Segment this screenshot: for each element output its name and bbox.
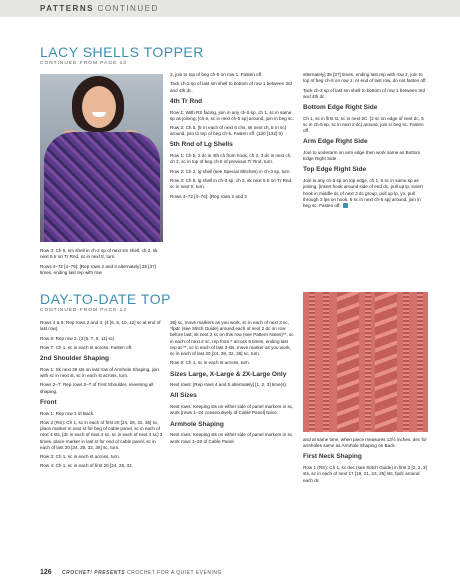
model-photo xyxy=(40,74,163,242)
paragraph: 36] sc, move markers as you work, sc in each of next 3 sc, *fpdc (see Stitch Guide) around each of next 2 dc on row before last, sk next 2 sc on this row (see Pattern Notes)**, sc in each of next 2 sc, rep from * across 6 times, ending last rep at **, sc in each of last 3 sts, move marker as you work, sc in each of last 20 [24, 28, 32, 36] sc, turn. xyxy=(170,320,294,356)
row-4: Row 4: Ch 1, sc in each of first 20 [24, 28, 32, xyxy=(40,463,133,469)
paragraph: Next rows: Keeping sts on either side of panel markers in sc, work [rows 1–24 consecutively of Cable Panel] twice. xyxy=(170,404,294,416)
row-1: Row 1: With RS facing, join in any ch-5 sp, ch 1, sc in same sp as joining, [ch 6, sc in next ch-5 sp] around, join in beg sc. xyxy=(170,109,294,121)
cable-swatch-photo xyxy=(303,292,428,432)
subhead-bottom-edge: Bottom Edge Right Side xyxy=(303,103,378,111)
subhead-armhole: Armhole Shaping xyxy=(170,420,224,428)
row-5: Row 5: Ch 1, sc in each st across, turn. xyxy=(170,360,250,366)
page-number: 126 xyxy=(40,569,52,576)
continued-note-lacy: CONTINUED FROM PAGE 13 xyxy=(40,61,127,66)
subhead-front: Front xyxy=(40,398,57,406)
rows-4-72: Rows 4–72 [4–76]: [Rep rows 2 and 3 xyxy=(170,193,247,199)
subhead-sizes: Sizes Large, X-Large & 2X-Large Only xyxy=(170,370,287,378)
paragraph: Join to underarm on arm edge then work same as Bottom Edge Right Side xyxy=(303,150,421,162)
row-3: Row 3: Ch 1, sc in each st across, turn. xyxy=(40,454,120,460)
subhead-arm-edge: Arm Edge Right Side xyxy=(303,138,368,146)
continued-note-day: CONTINUED FROM PAGE 14 xyxy=(40,308,127,313)
rows-4-5: Rows 4 & 5: Rep rows 2 and 3. (4 [6, 8, 10, 12] sc at end of last row) xyxy=(40,320,161,332)
paragraph: 2, join to top of beg ch-5 on row 1. Fasten off. xyxy=(170,72,263,77)
paragraph: Tack ch-2 sp of last sm shell to bottom of row 1 between 3rd and 4th dc. xyxy=(170,81,293,93)
paragraph: Next rows: Keeping sts on either side of panel markers in sc, work rows 1–20 of Cable Panel xyxy=(170,432,294,444)
subhead-first-neck: First Neck Shaping xyxy=(303,453,362,461)
day-col-3 xyxy=(303,437,428,487)
paragraph: Tack ch-2 sp of last sm shell to bottom of row 1 between 3rd and 4th dc. xyxy=(303,87,426,99)
row-1: Row 1 (RS): Ch 1, sc dec (see Stitch Guide) in first 2 [2, 2, 3] sts, sc in each of next 17 [19, 21, 23, 25] sts, fpdc around each dc xyxy=(303,465,427,483)
end-mark-icon xyxy=(343,203,348,208)
day-col-2 xyxy=(170,320,294,448)
section-header: PATTERNS CONTINUED xyxy=(40,4,159,13)
row-3: Row 3: Ch 5, lg shell in ch-3 sp, ch 2, sk next 5 tr on Tr Rnd, sc in next tr, turn. xyxy=(170,178,293,190)
row-2: Row 2 (RS): Ch 1, sc in each of first 20 [24, 28, 32, 36] sc, place marker in next st for beg of cable panel, sc in each of next 4 sts, [dc in each of next 4 sc, sc in each of next 4 sc] 3 times, place marker in last st for end of cable panel, sc in each of last 20 [24, 28, 32, 36] sc, turn. xyxy=(40,419,163,450)
row-7: Row 7: Ch 1, sc in each st across. Fasten off. xyxy=(40,344,133,350)
subhead-5th-rnd: 5th Rnd of Lg Shells xyxy=(170,141,233,149)
row-1: Row 1: Sk next 36 sts on last row of Armhole Shaping, join with sc in next st, sc in each st across, turn. xyxy=(40,366,159,379)
rows-4-72: Rows 4–72 [4–76]: [Rep rows 2 and 3 alternately] 35 [37] times, ending last rep with row xyxy=(40,263,156,275)
pattern-title-lacy: LACY SHELLS TOPPER xyxy=(40,44,204,60)
row-3: Row 3: Ch 5, sm shell in ch-2 sp of next sm shell, ch 2, sk next 5 tr on Tr Rnd, sc in next tr, turn. xyxy=(40,248,158,260)
paragraph: and at same time, when piece measures 13½ inches, dec for armholes same as Armhole Shaping on Back. xyxy=(303,437,427,449)
footer-title: CROCHET! PRESENTS CROCHET FOR A QUIET EVENING xyxy=(62,569,222,576)
row-2: Row 2: Ch 2, lg shell (see Special Stitches) in ch-3 sp, turn. xyxy=(170,168,291,174)
paragraph: Next rows: [Rep rows 4 and 5 alternately] [1, 2, 3] time(s). xyxy=(170,382,288,388)
subhead-top-edge: Top Edge Right Side xyxy=(303,166,367,174)
rows-2-7: Rows 2–7: Rep rows 2–7 of First Shoulder, reversing all shaping. xyxy=(40,382,154,394)
subhead-all-sizes: All Sizes xyxy=(170,392,197,400)
lacy-col-1 xyxy=(40,248,163,279)
paragraph: alternately] 35 [37] times, ending last rep with row 2, join to top of beg ch-5 on row 1. At end of last row, do not fasten off. xyxy=(303,72,427,84)
pattern-title-day: DAY-TO-DATE TOP xyxy=(40,291,171,307)
lacy-col-2 xyxy=(170,72,294,203)
row-6: Row 6: Rep row 2. (3 [5, 7, 9, 11] sc) xyxy=(40,335,115,341)
top-edge-text: Join in any ch-5 sp on top edge, ch 1, 5 sc in same sp as joining, [insert hook around side of end dc, pull up lp, insert hook in middle dc of next 3 dc group, pull up lp, yo, pull through 3 lps on hook, 5 sc in next ch-5 sp] around, join in beg sc. Fasten off. xyxy=(303,178,423,208)
lacy-col-3 xyxy=(303,72,428,212)
subhead-4th-tr-rnd: 4th Tr Rnd xyxy=(170,97,203,105)
paragraph: Ch 1, sc in first st, sc in next 2C. [2 sc on edge of next dc, 5 sc in ch-5 sp, sc in next 2 dc] around, join in beg sc. Fasten off. xyxy=(303,115,424,134)
row-2: Row 2: Ch 5, [tr in each of next 5 chs, sk next ch, tr in sc] around, join to top of beg ch-5. Fasten off. (120 [132] tr) xyxy=(170,125,286,137)
day-col-1 xyxy=(40,320,164,473)
row-1: Row 1: Rep row 1 of Back. xyxy=(40,410,95,416)
subhead-2nd-shoulder: 2nd Shoulder Shaping xyxy=(40,355,109,363)
row-1: Row 1: Ch 5, 2 dc in 4th ch from hook, ch 3, 3 dc in next ch, ch 2, sc in top of beg ch-5 of previous Tr Rnd, turn. xyxy=(170,153,292,165)
